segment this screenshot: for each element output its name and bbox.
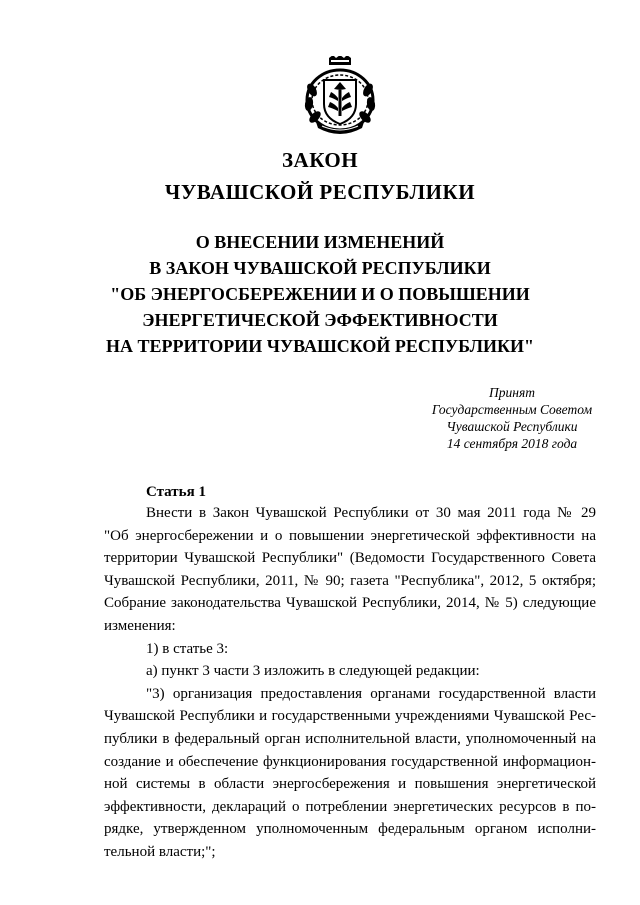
adoption-line: Государственным Советом bbox=[431, 402, 593, 417]
body-line: а) пункт 3 части 3 изложить в следующей редакции: bbox=[146, 663, 480, 680]
chuvash-coat-of-arms-icon bbox=[302, 56, 378, 134]
body-line: Внести в Закон Чувашской Республики от 30 мая 2011 года № 29 bbox=[146, 505, 596, 521]
body-line: изменения: bbox=[104, 617, 176, 634]
republic-name: ЧУВАШСКОЙ РЕСПУБЛИКИ bbox=[164, 180, 476, 204]
law-label: ЗАКОН bbox=[281, 148, 359, 172]
body-line: Чувашской Республики, 2011, № 90; газета "Республика", 2012, 5 октября; bbox=[104, 572, 596, 589]
adoption-line: Чувашской Республики bbox=[446, 419, 578, 434]
law-subtitle bbox=[0, 229, 640, 359]
body-line: публики в федеральный орган исполнительной власти, уполномоченный на bbox=[104, 730, 596, 747]
body-line: создание и обеспечение функционирования государственной информацион- bbox=[104, 753, 596, 770]
adoption-line: Принят bbox=[489, 385, 535, 400]
adoption-note bbox=[420, 384, 604, 452]
body-line: 1) в статье 3: bbox=[146, 640, 229, 657]
subtitle-line: О ВНЕСЕНИИ ИЗМЕНЕНИЙ bbox=[195, 232, 445, 252]
body-line: Чувашской Республики и государственными учреждениями Чувашской Рес- bbox=[104, 708, 596, 725]
article-heading: Статья 1 bbox=[146, 484, 206, 500]
article-body bbox=[104, 502, 596, 864]
body-line: "Об энергосбережении и о повышении энергетической эффективности на bbox=[104, 527, 596, 544]
subtitle-line: В ЗАКОН ЧУВАШСКОЙ РЕСПУБЛИКИ bbox=[149, 258, 491, 278]
subtitle-line: НА ТЕРРИТОРИИ ЧУВАШСКОЙ РЕСПУБЛИКИ" bbox=[105, 336, 535, 356]
body-line: рядке, утвержденном уполномоченным федеральным органом исполни- bbox=[104, 821, 596, 838]
body-line: тельной власти;"; bbox=[104, 843, 216, 860]
subtitle-line: "ОБ ЭНЕРГОСБЕРЕЖЕНИИ И О ПОВЫШЕНИИ bbox=[110, 284, 530, 304]
body-line: территории Чувашской Республики" (Ведомости Государственного Совета bbox=[104, 550, 596, 567]
adoption-date: 14 сентября 2018 года bbox=[446, 436, 578, 451]
body-line: Собрание законодательства Чувашской Республики, 2014, № 5) следующие bbox=[104, 595, 596, 612]
body-line: ной системы в области энергосбережения и повышения энергетической bbox=[104, 776, 596, 793]
subtitle-line: ЭНЕРГЕТИЧЕСКОЙ ЭФФЕКТИВНОСТИ bbox=[142, 310, 498, 330]
body-line: эффективности, деклараций о потреблении энергетических ресурсов в по- bbox=[104, 798, 596, 815]
body-line: "3) организация предоставления органами государственной власти bbox=[146, 685, 596, 702]
